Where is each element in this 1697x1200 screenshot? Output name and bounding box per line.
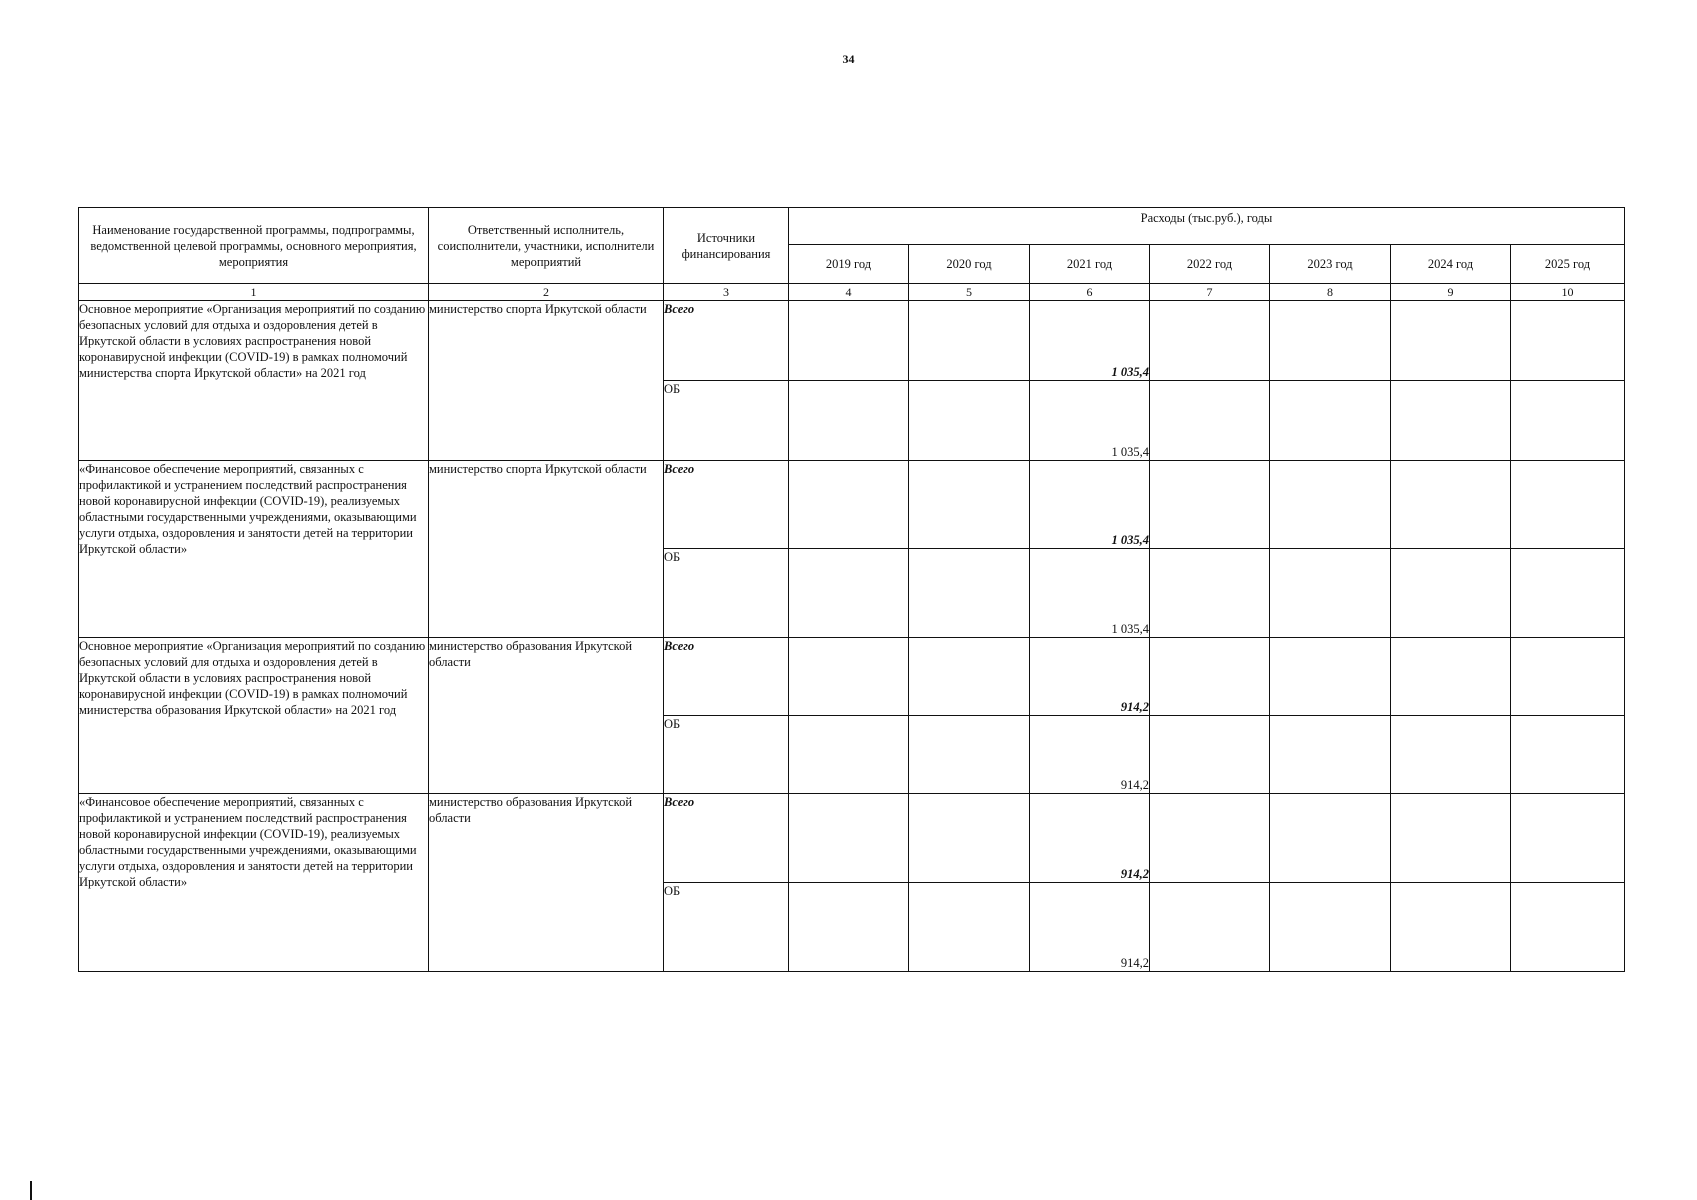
source-label: Всего xyxy=(664,794,789,883)
column-number: 10 xyxy=(1511,284,1625,301)
amount-cell: 1 035,4 xyxy=(1030,549,1150,638)
amount-cell xyxy=(909,381,1030,461)
amount-cell xyxy=(1150,381,1270,461)
amount-cell xyxy=(1150,461,1270,549)
amount-cell xyxy=(789,638,909,716)
column-number: 4 xyxy=(789,284,909,301)
source-label: ОБ xyxy=(664,381,789,461)
amount-cell xyxy=(909,883,1030,972)
amount-cell xyxy=(1391,381,1511,461)
amount-cell xyxy=(1270,301,1391,381)
amount-cell xyxy=(1511,638,1625,716)
executor-name: министерство спорта Иркутской области xyxy=(429,461,664,638)
amount-cell xyxy=(1391,883,1511,972)
amount-cell xyxy=(1270,883,1391,972)
amount-cell: 914,2 xyxy=(1030,883,1150,972)
amount-cell xyxy=(1270,549,1391,638)
amount-cell xyxy=(1511,461,1625,549)
table-row xyxy=(79,794,1625,883)
header-name: Наименование государственной программы, подпрограммы, ведомственной целевой программы, основного мероприятия, мероприятия xyxy=(79,208,429,284)
amount-cell xyxy=(1150,716,1270,794)
amount-cell: 914,2 xyxy=(1030,794,1150,883)
column-number: 5 xyxy=(909,284,1030,301)
amount-cell xyxy=(1150,883,1270,972)
amount-cell xyxy=(1511,381,1625,461)
activity-name: «Финансовое обеспечение мероприятий, связанных с профилактикой и устранением последствий распространения новой коронавирусной инфекции (COVID-19), реализуемых областными государственными учреждениями, оказывающими услуги отдыха, оздоровления и занятости детей на территории Иркутской области» xyxy=(79,794,429,972)
page-number: 34 xyxy=(842,52,855,66)
amount-cell xyxy=(1270,638,1391,716)
amount-cell xyxy=(1150,301,1270,381)
executor-name: министерство спорта Иркутской области xyxy=(429,301,664,461)
amount-cell xyxy=(1391,301,1511,381)
amount-cell xyxy=(909,301,1030,381)
amount-cell xyxy=(1511,716,1625,794)
amount-cell xyxy=(789,716,909,794)
source-label: Всего xyxy=(664,461,789,549)
column-number: 3 xyxy=(664,284,789,301)
amount-cell xyxy=(789,301,909,381)
margin-mark xyxy=(30,1181,32,1200)
executor-name: министерство образования Иркутской области xyxy=(429,638,664,794)
column-number: 8 xyxy=(1270,284,1391,301)
amount-cell: 914,2 xyxy=(1030,638,1150,716)
amount-cell xyxy=(909,716,1030,794)
amount-cell xyxy=(789,883,909,972)
executor-name: министерство образования Иркутской области xyxy=(429,794,664,972)
year-header: 2022 год xyxy=(1150,245,1270,284)
amount-cell xyxy=(1391,461,1511,549)
year-header: 2024 год xyxy=(1391,245,1511,284)
table-row xyxy=(79,461,1625,549)
amount-cell xyxy=(789,461,909,549)
amount-cell xyxy=(1511,883,1625,972)
amount-cell xyxy=(1150,549,1270,638)
source-label: Всего xyxy=(664,638,789,716)
amount-cell xyxy=(1511,301,1625,381)
year-header: 2019 год xyxy=(789,245,909,284)
amount-cell: 1 035,4 xyxy=(1030,381,1150,461)
amount-cell xyxy=(1270,716,1391,794)
activity-name: «Финансовое обеспечение мероприятий, связанных с профилактикой и устранением последствий распространения новой коронавирусной инфекции (COVID-19), реализуемых областными государственными учреждениями, оказывающими услуги отдыха, оздоровления и занятости детей на территории Иркутской области» xyxy=(79,461,429,638)
amount-cell xyxy=(789,794,909,883)
table-row xyxy=(79,638,1625,716)
column-number: 9 xyxy=(1391,284,1511,301)
source-label: ОБ xyxy=(664,716,789,794)
amount-cell xyxy=(1270,794,1391,883)
year-header: 2023 год xyxy=(1270,245,1391,284)
year-header: 2025 год xyxy=(1511,245,1625,284)
amount-cell xyxy=(1150,638,1270,716)
activity-name: Основное мероприятие «Организация мероприятий по созданию безопасных условий для отдыха и оздоровления детей в Иркутской области в условиях распространения новой коронавирусной инфекции (COVID-19) в рамках полномочий министерства спорта Иркутской области» на 2021 год xyxy=(79,301,429,461)
source-label: Всего xyxy=(664,301,789,381)
header-executor: Ответственный исполнитель, соисполнители, участники, исполнители мероприятий xyxy=(429,208,664,284)
amount-cell: 1 035,4 xyxy=(1030,461,1150,549)
column-number: 1 xyxy=(79,284,429,301)
amount-cell xyxy=(1391,794,1511,883)
column-number: 6 xyxy=(1030,284,1150,301)
source-label: ОБ xyxy=(664,883,789,972)
source-label: ОБ xyxy=(664,549,789,638)
amount-cell xyxy=(1150,794,1270,883)
amount-cell: 1 035,4 xyxy=(1030,301,1150,381)
amount-cell: 914,2 xyxy=(1030,716,1150,794)
column-number: 7 xyxy=(1150,284,1270,301)
amount-cell xyxy=(1511,794,1625,883)
table-row xyxy=(79,301,1625,381)
header-source: Источники финансирования xyxy=(664,208,789,284)
amount-cell xyxy=(1511,549,1625,638)
activity-name: Основное мероприятие «Организация мероприятий по созданию безопасных условий для отдыха и оздоровления детей в Иркутской области в условиях распространения новой коронавирусной инфекции (COVID-19) в рамках полномочий министерства образования Иркутской области» на 2021 год xyxy=(79,638,429,794)
year-header: 2021 год xyxy=(1030,245,1150,284)
amount-cell xyxy=(1391,716,1511,794)
amount-cell xyxy=(789,549,909,638)
amount-cell xyxy=(1391,638,1511,716)
amount-cell xyxy=(909,638,1030,716)
amount-cell xyxy=(909,549,1030,638)
amount-cell xyxy=(909,794,1030,883)
column-number: 2 xyxy=(429,284,664,301)
expenses-table xyxy=(78,207,1625,972)
header-expenses: Расходы (тыс.руб.), годы xyxy=(789,208,1625,245)
amount-cell xyxy=(1270,381,1391,461)
amount-cell xyxy=(909,461,1030,549)
amount-cell xyxy=(789,381,909,461)
year-header: 2020 год xyxy=(909,245,1030,284)
amount-cell xyxy=(1270,461,1391,549)
amount-cell xyxy=(1391,549,1511,638)
